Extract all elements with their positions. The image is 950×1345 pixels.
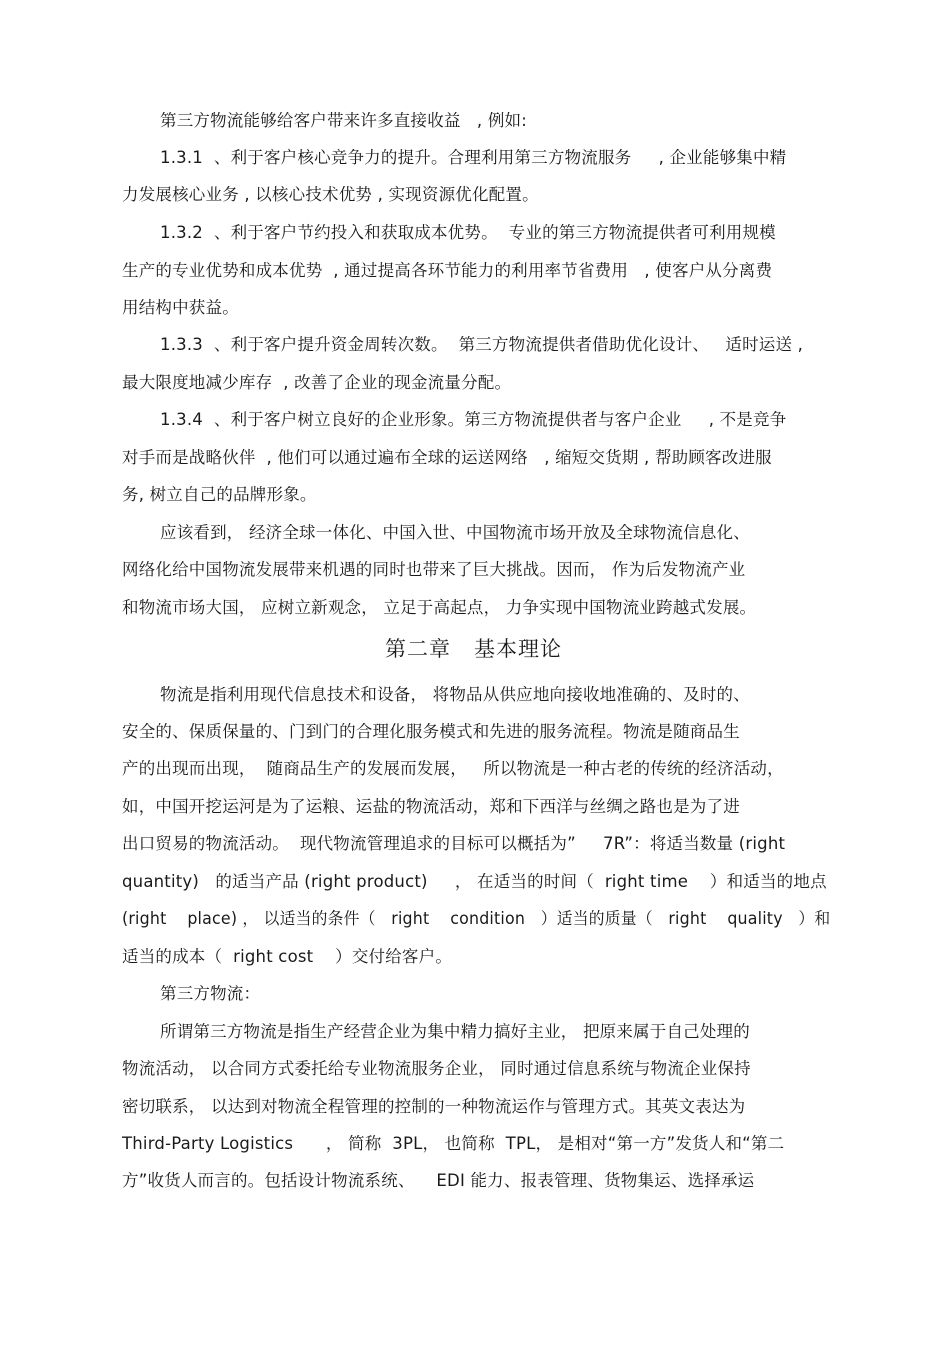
text-line: 和物流市场大国， 应树立新观念， 立足于高起点， 力争实现中国物流业跨越式发展。 [122,598,757,617]
text-line: Third-Party Logistics ， 简称 3PL， 也简称 TPL， 是相对“第一方”发货人和“第二 [122,1134,785,1153]
text-line: 1.3.4 、利于客户树立良好的企业形象。第三方物流提供者与客户企业 , 不是竞争 [160,410,787,429]
text-line: 生产的专业优势和成本优势 , 通过提高各环节能力的利用率节省费用 , 使客户从分离费 [122,261,773,280]
text-line: 所谓第三方物流是指生产经营企业为集中精力搞好主业， 把原来属于自己处理的 [160,1022,750,1041]
text-line: 产的出现而出现， 随商品生产的发展而发展， 所以物流是一种古老的传统的经济活动， [122,759,784,778]
text-line: 方”收货人而言的。包括设计物流系统、 EDI 能力、报表管理、货物集运、选择承运 [122,1171,755,1190]
text-line: 1.3.2 、利于客户节约投入和获取成本优势。 专业的第三方物流提供者可利用规模 [160,223,776,242]
text-line: 网络化给中国物流发展带来机遇的同时也带来了巨大挑战。因而， 作为后发物流产业 [122,560,746,579]
text-line: 对手而是战略伙伴 , 他们可以通过遍布全球的运送网络 , 缩短交货期 , 帮助顾客改进服 [122,448,772,467]
text-line: 应该看到， 经济全球一体化、中国入世、中国物流市场开放及全球物流信息化、 [160,523,750,542]
text-line: 适当的成本（ right cost ）交付给客户。 [122,947,453,966]
text-line: 1.3.1 、利于客户核心竞争力的提升。合理利用第三方物流服务 , 企业能够集中精 [160,148,787,167]
text-line: quantity) 的适当产品 (right product) ， 在适当的时间（ right time ）和适当的地点 [122,872,827,891]
text-line: 力发展核心业务 , 以核心技术优势 , 实现资源优化配置。 [122,185,539,204]
text-line: 第三方物流： [160,984,261,1003]
chapter-heading: 第二章 基本理论 [385,637,563,661]
text-line: 务, 树立自己的品牌形象。 [122,485,317,504]
text-line: (right place) ， 以适当的条件（ right condition ）适当的质量（ right quality ）和 [122,909,831,928]
text-line: 出口贸易的物流活动。 现代物流管理追求的目标可以概括为” 7R”：将适当数量 (right [122,834,786,853]
text-line: 第三方物流能够给客户带来许多直接收益 , 例如: [160,111,527,130]
text-line: 最大限度地减少库存 , 改善了企业的现金流量分配。 [122,373,512,392]
text-line: 如，中国开挖运河是为了运粮、运盐的物流活动，郑和下西洋与丝绸之路也是为了进 [122,797,740,816]
text-line: 物流活动， 以合同方式委托给专业物流服务企业， 同时通过信息系统与物流企业保持 [122,1059,751,1078]
text-line: 安全的、保质保量的、门到门的合理化服务模式和先进的服务流程。物流是随商品生 [122,722,740,741]
text-line: 1.3.3 、利于客户提升资金周转次数。 第三方物流提供者借助优化设计、 适时运送 , [160,335,804,354]
text-line: 密切联系， 以达到对物流全程管理的控制的一种物流运作与管理方式。其英文表达为 [122,1097,746,1116]
text-line: 物流是指利用现代信息技术和设备， 将物品从供应地向接收地准确的、及时的、 [160,685,750,704]
text-line: 用结构中获益。 [122,298,239,317]
